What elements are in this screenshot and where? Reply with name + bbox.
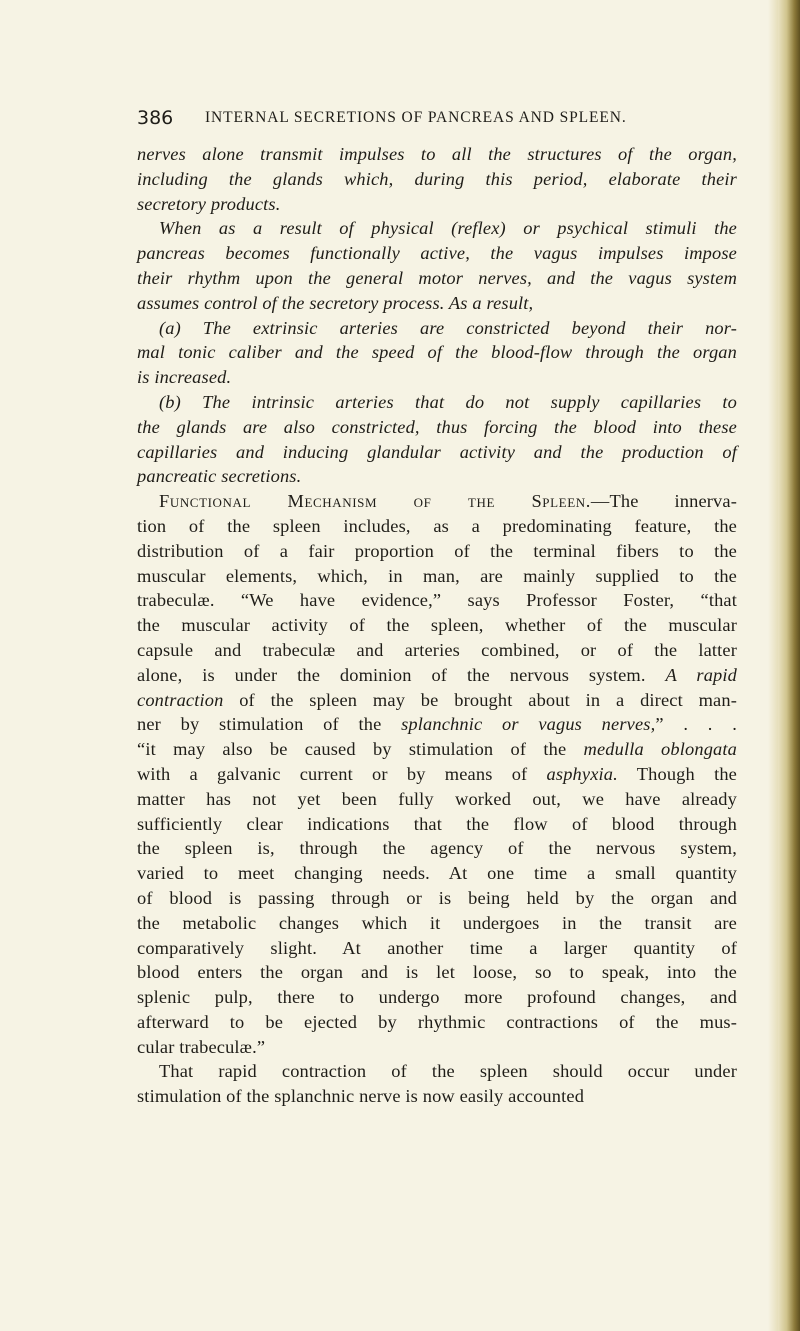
text-line [137, 241, 737, 266]
text-segment: tion of the spleen includes, as a predominating feature, the [137, 515, 737, 536]
page-gutter-shade [768, 0, 778, 1331]
text-line [137, 688, 737, 713]
text-line [137, 985, 737, 1010]
body-text [137, 142, 737, 1109]
text-segment: When as a result of physical (reflex) or psychical stimuli the [159, 218, 737, 239]
text-segment: is increased. [137, 367, 232, 388]
text-segment: splenic pulp, there to undergo more profound changes, and [137, 987, 737, 1008]
text-segment: stimulation of the splanchnic nerve is now easily accounted [137, 1086, 585, 1107]
text-line [137, 192, 737, 217]
text-segment: ” . . . [655, 714, 738, 735]
text-segment: nerves alone transmit impulses to all the structures of the organ, [137, 144, 737, 164]
text-segment: assumes control of the secretory process. As a result, [137, 292, 534, 313]
text-segment: with a galvanic current or by means of [137, 763, 547, 784]
text-line [137, 415, 737, 440]
text-line [137, 836, 737, 861]
text-segment: Though the [617, 763, 737, 784]
text-segment: ner by stimulation of the [137, 714, 402, 735]
text-segment: capillaries and inducing glandular activity and the production of [137, 441, 737, 462]
text-segment: sufficiently clear indications that the flow of blood through [137, 813, 737, 834]
text-segment: medulla oblongata [583, 739, 737, 760]
text-segment: splanchnic or vagus nerves, [401, 714, 656, 735]
section-heading: Functional Mechanism of the Spleen. [159, 491, 591, 512]
text-segment: —The innerva- [590, 491, 737, 512]
text-line [137, 812, 737, 837]
page-number: 386 [137, 107, 174, 129]
text-segment: contraction [137, 689, 224, 710]
text-segment: the muscular activity of the spleen, whether of the muscular [137, 615, 737, 636]
text-segment: including the glands which, during this period, elaborate their [137, 168, 737, 189]
text-segment: mal tonic caliber and the speed of the blood-flow through the organ [137, 342, 737, 363]
text-segment: afterward to be ejected by rhythmic contractions of the mus- [137, 1011, 737, 1032]
text-line [137, 216, 737, 241]
text-line [137, 762, 737, 787]
text-line [137, 936, 737, 961]
text-segment: blood enters the organ and is let loose, so to speak, into the [137, 962, 737, 983]
text-line [137, 1084, 737, 1109]
text-line [137, 787, 737, 812]
text-segment: their rhythm upon the general motor nerves, and the vagus system [137, 267, 737, 288]
text-line [137, 316, 737, 341]
text-line [137, 142, 737, 167]
text-line [137, 564, 737, 589]
text-line [137, 266, 737, 291]
text-line [137, 514, 737, 539]
text-segment: pancreatic secretions. [137, 466, 302, 487]
text-line [137, 464, 737, 489]
text-segment: the spleen is, through the agency of the nervous system, [137, 838, 737, 859]
text-line [137, 737, 737, 762]
text-line [137, 1035, 737, 1060]
text-segment: (a) The extrinsic arteries are constricted beyond their nor- [159, 317, 737, 338]
text-segment: cular trabeculæ.” [137, 1036, 266, 1057]
text-line [137, 539, 737, 564]
text-line [137, 911, 737, 936]
text-line [137, 365, 737, 390]
text-line [137, 886, 737, 911]
page-edge [778, 0, 800, 1331]
text-segment: (b) The intrinsic arteries that do not supply capillaries to [159, 391, 737, 412]
text-line [137, 588, 737, 613]
text-line [137, 613, 737, 638]
text-segment: of blood is passing through or is being held by the organ and [137, 887, 737, 908]
text-segment: alone, is under the dominion of the nervous system. [137, 664, 666, 685]
text-line [137, 390, 737, 415]
text-line [137, 167, 737, 192]
text-segment: matter has not yet been fully worked out, we have already [137, 788, 737, 809]
text-segment: capsule and trabeculæ and arteries combined, or of the latter [137, 639, 737, 660]
text-segment: secretory products. [137, 193, 281, 214]
running-head: INTERNAL SECRETIONS OF PANCREAS AND SPLEEN. [205, 109, 627, 126]
text-line [137, 861, 737, 886]
text-segment: muscular elements, which, in man, are mainly supplied to the [137, 565, 737, 586]
text-line [137, 291, 737, 316]
text-segment: That rapid contraction of the spleen should occur under [159, 1061, 737, 1082]
text-line [137, 340, 737, 365]
text-line [137, 663, 737, 688]
text-line [137, 1059, 737, 1084]
text-segment: the metabolic changes which it undergoes in the transit are [137, 912, 737, 933]
text-line [137, 1010, 737, 1035]
text-line [137, 712, 737, 737]
text-segment: of the spleen may be brought about in a direct man- [223, 689, 737, 710]
text-segment: A rapid [665, 664, 738, 685]
text-line [137, 638, 737, 663]
text-segment: trabeculæ. “We have evidence,” says Professor Foster, “that [137, 590, 737, 611]
text-segment: “it may also be caused by stimulation of the [137, 739, 584, 760]
text-line [137, 440, 737, 465]
text-line [137, 960, 737, 985]
page-header [137, 107, 737, 131]
text-line [137, 489, 737, 514]
text-segment: the glands are also constricted, thus forcing the blood into these [137, 416, 737, 437]
text-segment: pancreas becomes functionally active, the vagus impulses impose [137, 243, 737, 264]
text-segment: comparatively slight. At another time a larger quantity of [137, 937, 737, 958]
text-segment: asphyxia. [546, 763, 618, 784]
text-segment: varied to meet changing needs. At one time a small quantity [137, 863, 737, 884]
text-segment: distribution of a fair proportion of the terminal fibers to the [137, 540, 737, 561]
